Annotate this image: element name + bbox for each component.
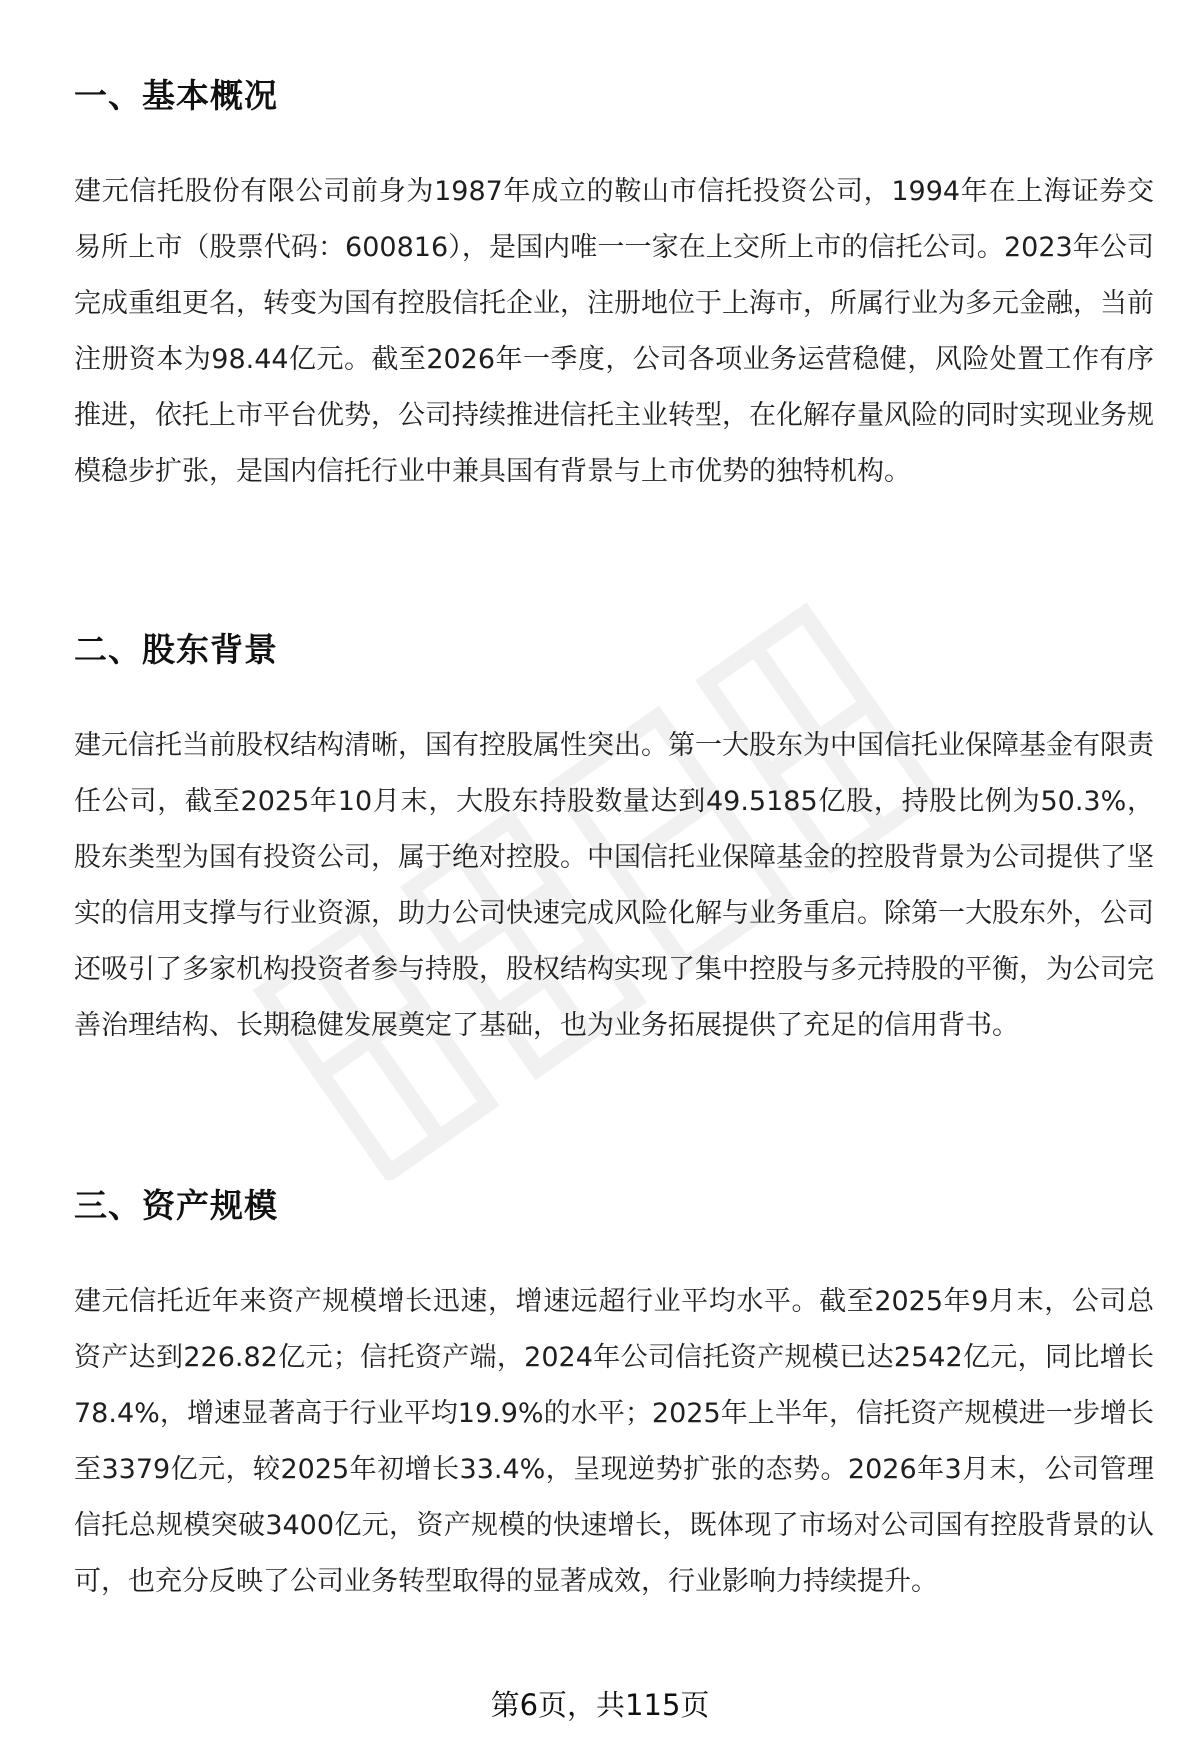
section-heading: 三、资产规模 (74, 1186, 278, 1225)
section-heading: 二、股东背景 (74, 630, 278, 669)
section-shareholder-background (74, 630, 1154, 670)
section-shareholder-background-body (74, 718, 1154, 1054)
section-paragraph: 建元信托近年来资产规模增长迅速，增速远超行业平均水平。截至2025年9月末，公司总资产达到226.82亿元；信托资产端，2024年公司信托资产规模已达2542亿元，同比增长78.4%，增速显著高于行业平均19.9%的水平；2025年上半年，信托资产规模进一步增长至3379亿元，较2025年初增长33.4%，呈现逆势扩张的态势。2026年3月末，公司管理信托总规模突破3400亿元，资产规模的快速增长，既体现了市场对公司国有控股背景的认可，也充分反映了公司业务转型取得的显著成效，行业影响力持续提升。 (74, 1286, 1154, 1597)
section-heading: 一、基本概况 (74, 76, 278, 115)
section-paragraph: 建元信托当前股权结构清晰，国有控股属性突出。第一大股东为中国信托业保障基金有限责任公司，截至2025年10月末，大股东持股数量达到49.5185亿股，持股比例为50.3%，股东类型为国有投资公司，属于绝对控股。中国信托业保障基金的控股背景为公司提供了坚实的信用支撑与行业资源，助力公司快速完成风险化解与业务重启。除第一大股东外，公司还吸引了多家机构投资者参与持股，股权结构实现了集中控股与多元持股的平衡，为公司完善治理结构、长期稳健发展奠定了基础，也为业务拓展提供了充足的信用背书。 (74, 730, 1154, 1041)
section-paragraph: 建元信托股份有限公司前身为1987年成立的鞍山市信托投资公司，1994年在上海证券交易所上市（股票代码：600816），是国内唯一一家在上交所上市的信托公司。2023年公司完成重组更名，转变为国有控股信托企业，注册地位于上海市，所属行业为多元金融，当前注册资本为98.44亿元。截至2026年一季度，公司各项业务运营稳健，风险处置工作有序推进，依托上市平台优势，公司持续推进信托主业转型，在化解存量风险的同时实现业务规模稳步扩张，是国内信托行业中兼具国有背景与上市优势的独特机构。 (74, 176, 1154, 487)
section-basic-overview (74, 76, 1154, 116)
section-asset-scale-body (74, 1274, 1154, 1610)
page-number-footer: 第6页，共115页 (490, 1688, 710, 1722)
section-basic-overview-body (74, 164, 1154, 500)
section-asset-scale (74, 1186, 1154, 1226)
